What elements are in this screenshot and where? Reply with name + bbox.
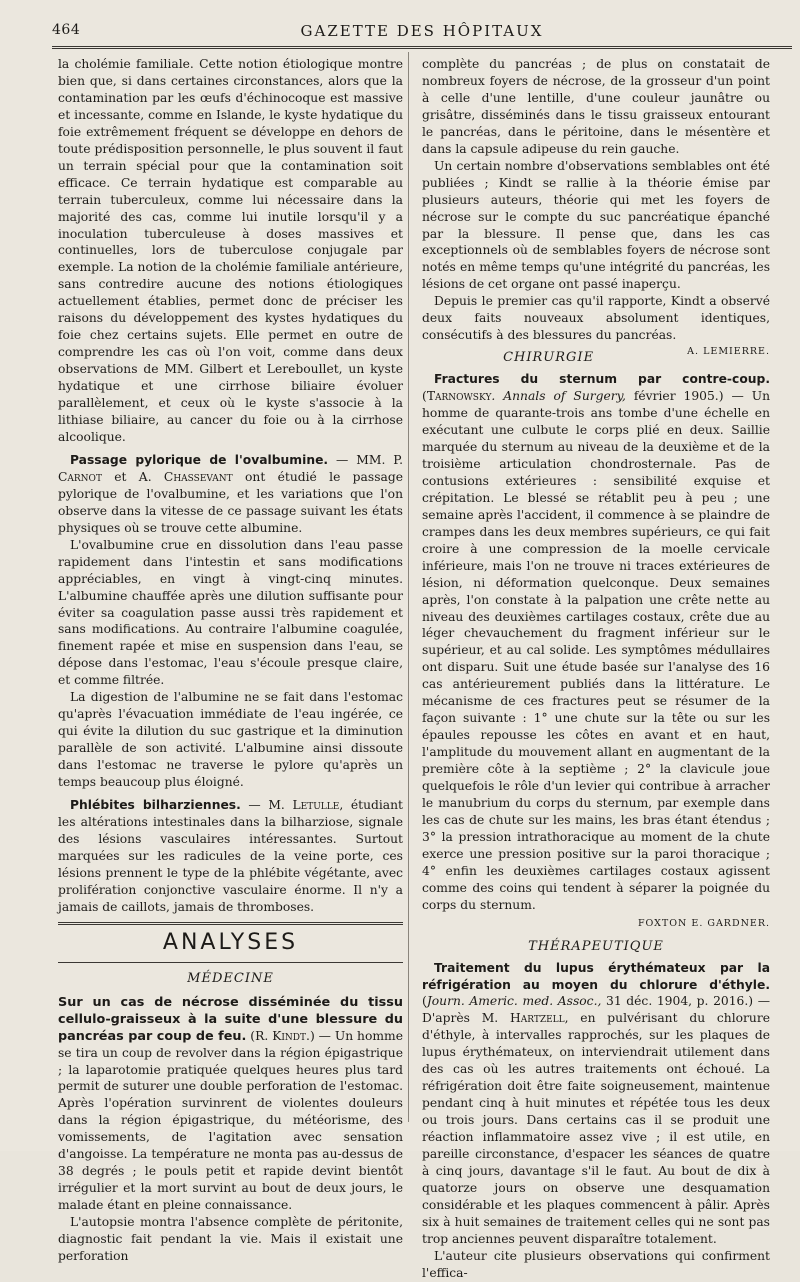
article-pylore: Passage pylorique de l'ovalbumine. — MM. P. Carnot et A. Chassevant ont étudié le passage pylorique de l'ovalbumine, et les variations que l'on observe dans la vitesse de ce passage suivant les états physiques où se trouve cette albumine. — [58, 452, 404, 535]
section-rule — [58, 962, 403, 963]
author-name: Hartzell — [509, 1011, 565, 1026]
article-lupus: Traitement du lupus érythémateux par la réfrigération au moyen du chlorure d'éthyle. (Journ. Americ. med. Assoc., 31 déc. 1904, p. 2016.) — D'après M. Hartzell, en pulvérisant du chlorure d'éthyle, à intervalles rapprochés, sur les plaques de lupus érythémateux, on interviendrait utilement dans des cas où les autres traitements ont échoué. La réfrigération doit être faite soigneusement, maintenue pendant cinq à huit minutes et répétée tous les deux ou trois jours. Dans certains cas il se produit une réaction inflammatoire assez vive ; il est utile, en pareille circonstance, d'espacer les séances de quatre à cinq jours, davantage s'il le faut. Au bout de dix à quatorze jours on observe une desquamation considérable et les plaques commencent à pâlir. Après six à huit semaines de traitement celles qui ne sont pas trop anciennes peuvent disparaître totalement. — [422, 960, 770, 1246]
page-number: 464 — [52, 22, 81, 38]
author-name: Letulle — [292, 797, 340, 812]
paragraph-ovalbumine: L'ovalbumine crue en dissolution dans l'eau passe rapidement dans l'intestin et sans modifications appréciables, en vingt à vingt-cinq minutes. L'albumine chauffée après une dilution suffisante pour éviter sa coagulation passe aussi très rapidement et sans modifications. Au contraire l'albumine coagulée, finement rapée et mise en suspension dans l'eau, se dépose dans l'estomac, l'eau s'écoule presque claire, et comme filtrée. — [58, 537, 403, 688]
author-name: Tarnowsky — [426, 389, 492, 404]
article-title: Traitement du lupus érythémateux par la réfrigération au moyen du chlorure d'éthyle. — [422, 960, 770, 992]
paragraph-cholemie: la cholémie familiale. Cette notion étiologique montre bien que, si dans certaines circonstances, alors que la contamination par les œufs d'échinocoque est massive et incessante, comme en Islande, le kyste hydatique du foie extrêmement fréquent se développe en dehors de toute prédisposition personnelle, le plus souvent il faut un terrain spécial pour que la contamination soit efficace. Ce terrain hydatique est comparable au terrain tuberculeux, comme lui nécessaire dans la majorité des cas, comme lui inutile lorsqu'il y a inoculation tuberculeuse à doses massives et continuelles, lors de tuberculose conjugale par exemple. La notion de la cholémie familiale antérieure, sans contredire aucune des notions étiologiques actuellement établies, permet donc de préciser les raisons du développement des kystes hydatiques du foie chez certains sujets. Elle permet en outre de comprendre les cas où l'on voit, comme dans deux observations de MM. Gilbert et Lereboullet, un kyste hydatique et une cirrhose biliaire évoluer parallèlement, et ceux où le kyste s'associe à la lithiase biliaire, au cancer du foie ou à la cirrhose alcoolique. — [58, 57, 403, 444]
subsection-medecine: MÉDECINE — [187, 970, 274, 986]
subsection-therapeutique: THÉRAPEUTIQUE — [528, 938, 664, 954]
column-divider — [408, 52, 409, 1122]
source-journal: Journ. Americ. med. Assoc., — [426, 994, 602, 1009]
source-journal: . Annals of Surgery, — [491, 389, 626, 404]
section-title-analyses: ANALYSES — [162, 929, 299, 955]
article-necrose: Sur un cas de nécrose disséminée du tissu cellulo-graisseux à la suite d'une blessure du pancréas par coup de feu. (R. Kindt.) — Un homme se tira un coup de revolver dans la région épigastrique ; la laparotomie pratiquée quelques heures plus tard permit de suturer une double perforation de l'estomac. Après l'opération survinrent de violentes douleurs dans la région épigastrique, du météorisme, des vomissements, de l'agitation avec sensation d'angoisse. La température ne monta pas au-dessus de 38 degrés ; le pouls petit et rapide devint bientôt irrégulier et la mort survint au bout de deux jours, le malade étant en pleine connaissance. — [58, 994, 403, 1213]
article-sternum: Fractures du sternum par contre-coup. (Tarnowsky. Annals of Surgery, février 1905.) — Un homme de quarante-trois ans tombe d'une échelle en exécutant une culbute le corps plié en deux. Saillie marquée du sternum au niveau de la deuxième et de la troisième articulation chondrosternale. Pas de contusions extérieures : sensibilité exquise et crépitation. Le blessé se rétablit peu à peu ; une semaine après l'accident, il commence à se plaindre de crampes dans les deux membres supérieurs, ce qui fait croire à une compression de la moelle cervicale inférieure, mais l'on ne trouve ni traces extérieures de lésion, ni déformation quelconque. Deux semaines après, l'on constate à la palpation une crête nette au niveau des deuxièmes cartilages costaux, crête due au léger chevauchement du fragment inférieur sur le supérieur, et au cal solide. Les symptômes médullaires ont disparu. Suit une étude basée sur l'analyse des 16 cas antérieurement publiés dans la littérature. Le mécanisme de ces fractures peut se résumer de la façon suivante : 1° une chute sur la tête ou sur les épaules repousse les côtes en avant et en haut, l'amplitude du mouvement allant en augmentant de la première côte à la septième ; 2° la clavicule joue quelquefois le rôle d'un levier qui contribue à arracher le manubrium du corps du sternum, par exemple dans les cas de chute sur les mains, les bras étant étendus ; 3° la pression intrathoracique au moment de la chute exerce une pression positive sur la paroi thoracique ; 4° enfin les deuxièmes cartilages costaux agissent comme des coins qui tendent à séparer la poignée du corps du sternum. — [422, 372, 770, 912]
paragraph-digestion: La digestion de l'albumine ne se fait dans l'estomac qu'après l'évacuation immédiate de l'eau ingérée, ce qui évite la dilution du suc gastrique et la diminution parallèle de son activité. L'albumine ainsi dissoute dans l'estomac ne traverse le pylore qu'après un temps beaucoup plus éloigné. — [58, 690, 403, 790]
right-column — [422, 56, 770, 1282]
section-rule — [58, 922, 403, 925]
article-title: Phlébites bilharziennes. — [70, 797, 241, 812]
signature: A. LEMIERRE. — [687, 346, 770, 358]
article-title: Sur un cas de nécrose disséminée du tissu cellulo-graisseux à la suite d'une blessure du pancréas par coup de feu. — [58, 994, 403, 1044]
paragraph-auteur: L'auteur cite plusieurs observations qui confirment l'effica- — [422, 1248, 770, 1280]
author-name: Kindt — [272, 1028, 307, 1043]
article-title: Passage pylorique de l'ovalbumine. — [70, 452, 329, 467]
subsection-chirurgie: CHIRURGIE — [503, 350, 595, 366]
author-name: Chassevant — [163, 469, 233, 484]
header-rule — [52, 46, 792, 49]
analyses-section — [58, 922, 403, 988]
author-name: Carnot — [58, 469, 102, 484]
signature: FOXTON E. GARDNER. — [637, 917, 770, 929]
paragraph-kindt: Depuis le premier cas qu'il rapporte, Kindt a observé deux faits nouveaux absolument identiques, consécutifs à des blessures du pancréas. A. LEMIERRE. — [422, 293, 770, 344]
article-title: Fractures du sternum par contre-coup. — [434, 372, 770, 387]
paragraph-autopsie: L'autopsie montra l'absence complète de péritonite, diagnostic fait pendant la vie. Mais il existait une perforation — [58, 1215, 403, 1263]
journal-title: GAZETTE DES HÔPITAUX — [300, 22, 544, 40]
paragraph-pancreas: complète du pancréas ; de plus on constatait de nombreux foyers de nécrose, de la grosseur d'un point à celle d'une lentille, d'une couleur jaunâtre ou grisâtre, disséminés dans le tissu graisseux entourant le pancréas, dans le péritoine, dans le mésentère et dans la capsule adipeuse du rein gauche. — [422, 57, 770, 156]
paragraph-observations: Un certain nombre d'observations semblables ont été publiées ; Kindt se rallie à la théorie émise par plusieurs auteurs, théorie qui met les foyers de nécrose sur le compte du suc pancréatique épanché par la blessure. Il pense que, dans les cas exceptionnels où de semblables foyers de nécrose sont notés en même temps qu'une intégrité du pancréas, les lésions de cet organe ont passé inaperçu. — [422, 158, 770, 292]
article-phlebites: Phlébites bilharziennes. — M. Letulle, étudiant les altérations intestinales dans la bilharziose, signale des lésions vasculaires intéressantes. Surtout marquées sur les radicules de la veine porte, ces lésions prennent le type de la phlébite végétante, avec prolifération conjonctive vasculaire énorme. Il n'y a jamais de caillots, jamais de thromboses. — [58, 797, 403, 914]
left-column — [58, 56, 403, 1265]
page-header — [52, 18, 792, 44]
